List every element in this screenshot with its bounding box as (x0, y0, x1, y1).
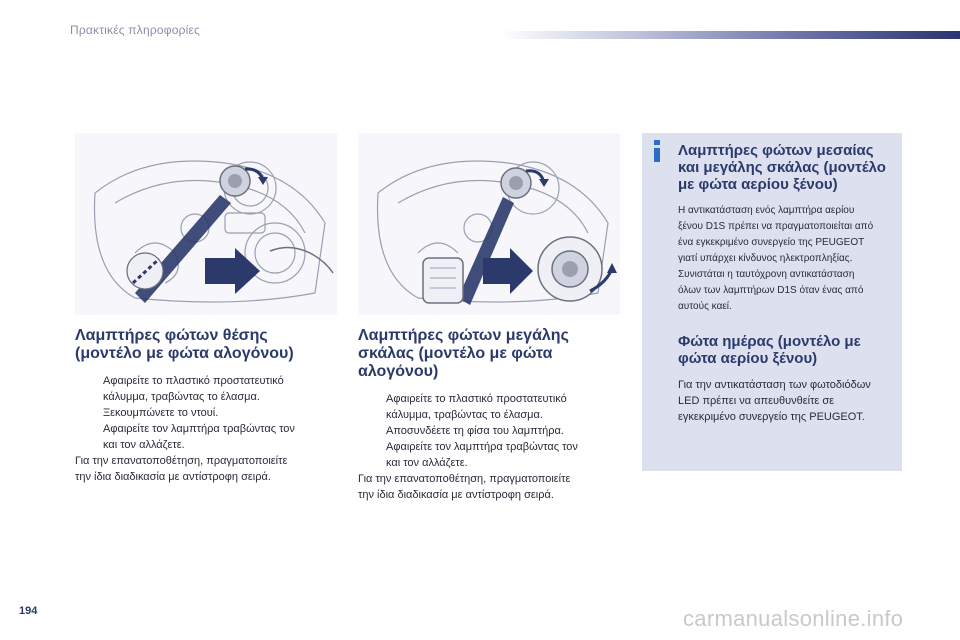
step-item: Αφαιρείτε τον λαμπτήρα τραβώντας τον και τον αλλάζετε. (386, 441, 578, 469)
high-beam-title: Λαμπτήρες φώτων μεγάλης σκάλας (μοντέλο με φώτα αλογόνου) (358, 327, 569, 380)
header-bar (500, 31, 960, 39)
high-beam-section (358, 327, 623, 503)
xenon-title: Λαμπτήρες φώτων μεσαίας και μεγάλης σκάλας (μοντέλο με φώτα αερίου ξένου) (678, 142, 886, 193)
info-icon (650, 140, 664, 162)
step-item: Αφαιρείτε το πλαστικό προστατευτικό κάλυμμα, τραβώντας το έλασμα. (103, 375, 284, 403)
step-item: Αφαιρείτε το πλαστικό προστατευτικό κάλυμμα, τραβώντας το έλασμα. (386, 393, 567, 421)
reinstall-note: Για την επανατοποθέτηση, πραγματοποιείτε την ίδια διαδικασία με αντίστροφη σειρά. (75, 455, 288, 483)
reinstall-note: Για την επανατοποθέτηση, πραγματοποιείτε την ίδια διαδικασία με αντίστροφη σειρά. (358, 473, 571, 501)
position-lamp-steps (75, 373, 340, 453)
xenon-body: Η αντικατάσταση ενός λαμπτήρα αερίου ξένου D1S πρέπει να πραγματοποιείται από ένα εγκεκριμένο συνεργείο της PEUGEOT γιατί υπάρχει κίνδυνος ηλεκτροπληξίας. Συνιστάται η ταυτόχρονη αντικατάσταση όλων των λαμπτήρων D1S όταν ένας από αυτούς καεί. (678, 205, 874, 312)
headlamp-drawing-2 (358, 133, 620, 315)
position-lamp-section (75, 327, 340, 485)
high-beam-steps (358, 391, 623, 471)
daytime-lights-title: Φώτα ημέρας (μοντέλο με φώτα αερίου ξένου) (678, 333, 861, 367)
illustration-position-lamp (75, 133, 337, 315)
xenon-info-box (642, 133, 902, 471)
step-item: Αποσυνδέετε τη φίσα του λαμπτήρα. (386, 425, 564, 437)
illustration-high-beam-lamp (358, 133, 620, 315)
watermark: carmanualsonline.info (683, 606, 904, 631)
step-item: Ξεκουμπώνετε το ντουί. (103, 407, 219, 419)
headlamp-drawing-1 (75, 133, 337, 315)
daytime-lights-body: Για την αντικατάσταση των φωτοδιόδων LED πρέπει να απευθυνθείτε σε εγκεκριμένο συνεργείο της PEUGEOT. (678, 379, 871, 423)
step-item: Αφαιρείτε τον λαμπτήρα τραβώντας τον και τον αλλάζετε. (103, 423, 295, 451)
position-lamp-title: Λαμπτήρες φώτων θέσης (μοντέλο με φώτα αλογόνου) (75, 327, 294, 362)
section-title: Πρακτικές πληροφορίες (70, 23, 201, 37)
page-number: 194 (19, 605, 38, 617)
